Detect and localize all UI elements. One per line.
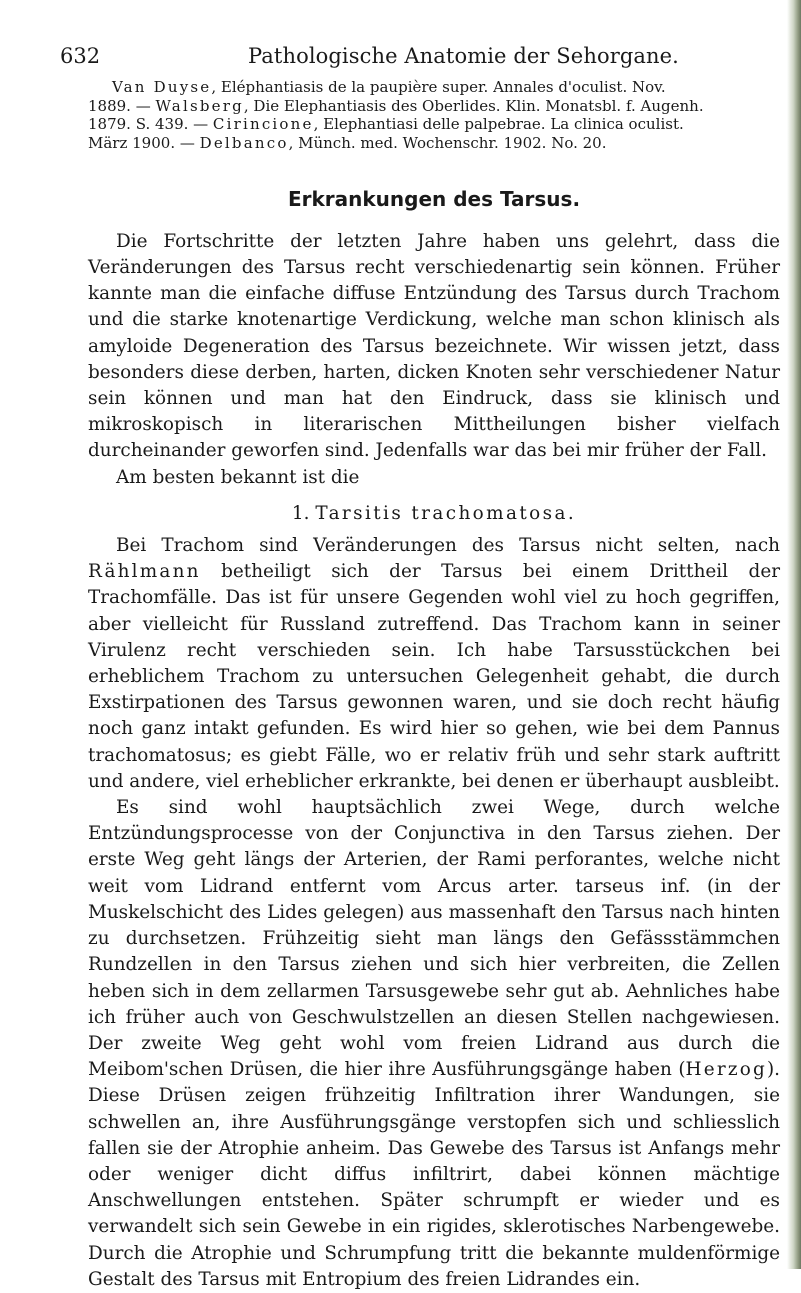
- subsection-number: 1.: [291, 502, 310, 524]
- reference-text: März 1900. —: [88, 134, 200, 153]
- reference-line: [88, 97, 780, 116]
- reference-list: [88, 78, 780, 153]
- reference-text: 1889. —: [88, 96, 156, 115]
- subsection-heading: [88, 501, 780, 527]
- author-name: Herzog: [685, 1059, 767, 1081]
- scan-page-edge: [787, 0, 801, 1269]
- reference-text: 1879. S. 439. —: [88, 115, 213, 134]
- intro-paragraph: Die Fortschritte der letzten Jahre haben uns gelehrt, dass die Veränderungen des Tarsus recht verschiedenartig sein können. Früher kannte man die einfache diffuse Entzündung des Tarsus durch Trachom und die starke knotenartige Verdickung, welche man schon klinisch als amyloide Degeneration des Tarsus bezeichnete. Wir wissen jetzt, dass besonders diese derben, harten, dicken Knoten sehr verschiedener Natur sein können und man hat den Eindruck, dass sie klinisch und mikroskopisch in literarischen Mittheilungen bisher vielfach durcheinander geworfen sind. Jedenfalls war das bei mir früher der Fall.: [88, 230, 780, 462]
- reference-line: [88, 78, 780, 97]
- reference-text: , Die Elephantiasis des Oberlides. Klin. Monatsbl. f. Augenh.: [243, 96, 704, 115]
- reference-line: [88, 115, 780, 134]
- subsection-title: Tarsitis trachomatosa.: [315, 502, 577, 524]
- reference-line: [88, 134, 780, 153]
- section-heading: Erkrankungen des Tarsus.: [287, 186, 581, 211]
- paragraph-text: Bei Trachom sind Veränderungen des Tarsus nicht selten, nach: [116, 535, 780, 557]
- paragraph-wege: [88, 795, 780, 1293]
- running-title: Pathologische Anatomie der Sehorgane.: [248, 44, 679, 68]
- paragraph-text: Es sind wohl hauptsächlich zwei Wege, durch welche Entzündungsprocesse von der Conjunctiva in den Tarsus ziehen. Der erste Weg geht längs der Arterien, der Rami perforantes, welche nicht weit vom Lidrand entfernt vom Arcus arter. tarseus inf. (in der Muskelschicht des Lides gelegen) aus massenhaft den Tarsus nach hinten zu durchsetzen. Frühzeitig sieht man längs den Gefässstämmchen Rundzellen in den Tarsus ziehen und sich hier verbreiten, die Zellen heben sich in dem zellarmen Tarsusgewebe sehr gut ab. Aehnliches habe ich früher auch von Geschwulstzellen an diesen Stellen nachgewiesen. Der zweite Weg geht wohl vom freien Lidrand aus durch die Meibom'schen Drüsen, die hier ihre Ausführungsgänge haben (: [88, 797, 780, 1081]
- reference-text: , Münch. med. Wochenschr. 1902. No. 20.: [288, 134, 607, 153]
- reference-text: , Elephantiasi delle palpebrae. La clinica oculist.: [313, 115, 684, 134]
- paragraph-trachom: [88, 533, 780, 795]
- body-text: [88, 229, 780, 1293]
- paragraph-text: betheiligt sich der Tarsus bei einem Drittheil der Trachomfälle. Das ist für unsere Gegenden wohl viel zu hoch gegriffen, aber vielleicht für Russland zutreffend. Das Trachom kann in seiner Virulenz recht verschieden sein. Ich habe Tarsusstückchen bei erheblichem Trachom zu untersuchen Gelegenheit gehabt, die durch Exstirpationen des Tarsus gewonnen waren, und sie doch recht häufig noch ganz intakt gefunden. Es wird hier so gehen, wie bei dem Pannus trachomatosus; es giebt Fälle, wo er relativ früh und sehr stark auftritt und andere, viel erheblicher erkrankte, bei denen er überhaupt ausbleibt.: [88, 561, 780, 792]
- reference-author: Walsberg: [155, 96, 244, 115]
- lead-in-line: Am besten bekannt ist die: [116, 466, 360, 488]
- page-number: 632: [60, 44, 101, 68]
- paragraph-text: ). Diese Drüsen zeigen frühzeitig Infiltration ihrer Wandungen, sie schwellen an, ihre Ausführungsgänge verstopfen sich und schliesslich fallen sie der Atrophie anheim. Das Gewebe des Tarsus ist Anfangs mehr oder weniger dicht diffus infiltrirt, dabei können mächtige Anschwellungen entstehen. Später schrumpft er wieder und es verwandelt sich sein Gewebe in ein rigides, sklerotisches Narbengewebe. Durch die Atrophie und Schrumpfung tritt die bekannte muldenförmige Gestalt des Tarsus mit Entropium des freien Lidrandes ein.: [88, 1059, 780, 1290]
- reference-author: Cirincione: [212, 115, 314, 134]
- author-name: Rählmann: [88, 561, 201, 583]
- reference-author: Delbanco: [199, 134, 289, 153]
- page-header: [60, 44, 760, 74]
- reference-author: Van Duyse: [112, 78, 212, 96]
- reference-text: , Eléphantiasis de la paupière super. Annales d'oculist. Nov.: [211, 78, 666, 96]
- page-content: [88, 78, 780, 1293]
